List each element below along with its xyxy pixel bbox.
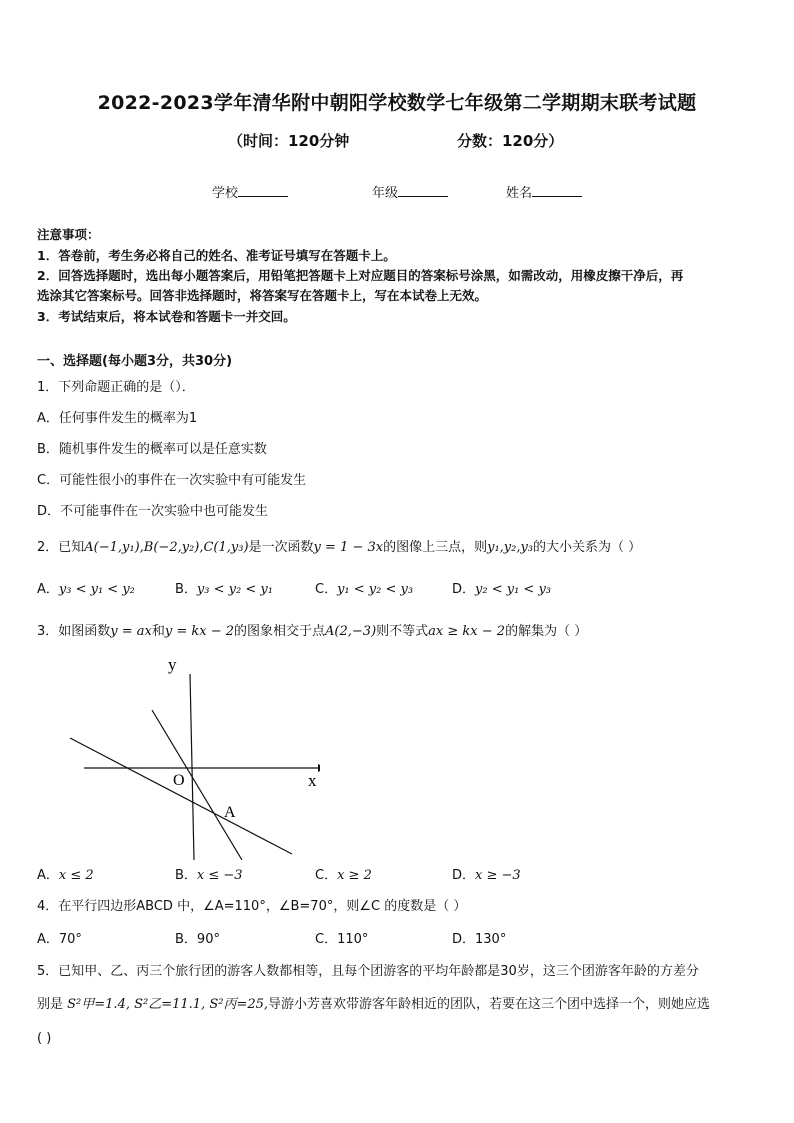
q3-option-b-label: B． — [175, 868, 197, 883]
q3-graph — [60, 650, 320, 860]
q5-answer-paren: ( ) — [37, 1031, 52, 1046]
q2-points: A(−1,y₁),B(−2,y₂),C(1,y₃) — [84, 540, 249, 555]
q3-option-c-label: C． — [315, 868, 338, 883]
note-2b: 选涂其它答案标号。回答非选择题时，将答案写在答题卡上，写在本试卷上无效。 — [37, 288, 488, 303]
q3-option-c-value: x ≥ 2 — [337, 868, 372, 883]
q3-text-4: 则不等式 — [376, 624, 429, 639]
q5-variance-jia: S²甲=1.4, — [67, 997, 130, 1012]
school-label: 学校 — [212, 186, 239, 201]
point-a-label: A — [224, 804, 236, 821]
notes-heading: 注意事项： — [37, 227, 100, 242]
q3-option-d-value: x ≥ −3 — [475, 868, 521, 883]
q2-option-a — [37, 578, 135, 597]
q2-option-a-label: A． — [37, 582, 59, 597]
q5-variance-yi: S²乙=11.1, — [134, 997, 206, 1012]
y-axis-label: y — [168, 655, 177, 674]
q4-stem: 4．在平行四边形ABCD 中，∠A=110°，∠B=70°，则∠C 的度数是（ ） — [37, 899, 467, 914]
q3-option-d — [452, 864, 521, 883]
note-3: 3．考试结束后，将本试卷和答题卡一并交回。 — [37, 309, 296, 324]
q3-option-a-value: x ≤ 2 — [58, 868, 94, 883]
name-field — [506, 182, 582, 201]
school-field — [212, 182, 288, 201]
q2-text-1: 2．已知 — [37, 540, 85, 555]
q1-option-d: D．不可能事件在一次实验中也可能发生 — [37, 504, 269, 519]
q2-option-a-value: y₃ < y₁ < y₂ — [58, 582, 135, 597]
q4-option-a: A．70° — [37, 932, 82, 947]
note-1: 1．答卷前，考生务必将自己的姓名、准考证号填写在答题卡上。 — [37, 248, 396, 263]
line-y-ax — [152, 710, 242, 860]
q1-option-c: C．可能性很小的事件在一次实验中有可能发生 — [37, 473, 307, 488]
q2-stem — [37, 536, 641, 555]
q1-stem: 1．下列命题正确的是（）． — [37, 380, 195, 395]
q3-function-2: y = kx − 2 — [164, 624, 235, 639]
q4-option-d: D．130° — [452, 932, 507, 947]
q4-option-b: B．90° — [175, 932, 220, 947]
q2-text-3: 的图像上三点，则 — [383, 540, 488, 555]
q2-option-c-value: y₁ < y₂ < y₃ — [337, 582, 414, 597]
q2-option-d-value: y₂ < y₁ < y₃ — [475, 582, 551, 597]
q1-option-a: A．任何事件发生的概率为1 — [37, 411, 198, 426]
q2-option-b-value: y₃ < y₂ < y₁ — [196, 582, 273, 597]
q3-text-2: 和 — [151, 624, 165, 639]
x-axis-label: x — [308, 771, 317, 790]
name-label: 姓名 — [506, 186, 533, 201]
x-axis-arrow-icon — [318, 764, 320, 772]
grade-label: 年级 — [372, 186, 399, 201]
q2-option-b — [175, 578, 273, 597]
q3-text-1: 3．如图函数 — [37, 624, 111, 639]
q2-option-d — [452, 578, 551, 597]
q5-text-2: 导游小芳喜欢带游客年龄相近的团队，若要在这三个团中选择一个，则她应选 — [268, 997, 711, 1012]
exam-time: （时间：120分钟 — [228, 132, 350, 150]
q3-option-a — [37, 864, 94, 883]
y-axis — [190, 674, 194, 860]
q3-option-a-label: A． — [37, 868, 59, 883]
q3-option-b — [175, 864, 243, 883]
q3-option-b-value: x ≤ −3 — [196, 868, 243, 883]
q3-text-5: 的解集为（ ） — [505, 624, 588, 639]
q3-option-c — [315, 864, 372, 883]
exam-score: 分数：120分） — [457, 132, 564, 150]
q2-option-c-label: C． — [315, 582, 338, 597]
q3-point: A(2,−3) — [325, 624, 377, 639]
note-2a: 2．回答选择题时，选出每小题答案后，用铅笔把答题卡上对应题目的答案标号涂黑，如需改动，用橡皮擦干净后，再 — [37, 268, 684, 283]
section-heading: 一、选择题(每小题3分，共30分) — [37, 354, 233, 369]
q5-text-1: 别是 — [37, 997, 64, 1012]
q3-option-d-label: D． — [452, 868, 476, 883]
q2-option-d-label: D． — [452, 582, 476, 597]
q2-option-c — [315, 578, 413, 597]
q1-option-b: B．随机事件发生的概率可以是任意实数 — [37, 442, 267, 457]
q2-option-b-label: B． — [175, 582, 197, 597]
q2-text-2: 是一次函数 — [248, 540, 314, 555]
name-blank — [532, 183, 582, 197]
school-blank — [238, 183, 288, 197]
q5-line-1: 5．已知甲、乙、丙三个旅行团的游客人数都相等，且每个团游客的平均年龄都是30岁，这三个团游客年龄的方差分 — [37, 964, 699, 979]
q4-option-c: C．110° — [315, 932, 369, 947]
q2-text-4: 的大小关系为（ ） — [533, 540, 642, 555]
q3-function-1: y = ax — [110, 624, 152, 639]
q3-stem — [37, 620, 587, 639]
q3-inequality: ax ≥ kx − 2 — [428, 624, 506, 639]
q3-text-3: 的图象相交于点 — [234, 624, 326, 639]
exam-title: 2022-2023学年清华附中朝阳学校数学七年级第二学期期末联考试题 — [97, 92, 697, 114]
q5-line-2 — [37, 993, 710, 1012]
grade-blank — [398, 183, 448, 197]
line-y-kx-2 — [70, 738, 292, 854]
q2-function: y = 1 − 3x — [313, 540, 384, 555]
q5-variance-bing: S²丙=25, — [209, 997, 269, 1012]
q2-vars: y₁,y₂,y₃ — [487, 540, 534, 555]
grade-field — [372, 182, 448, 201]
origin-label: O — [173, 772, 185, 789]
